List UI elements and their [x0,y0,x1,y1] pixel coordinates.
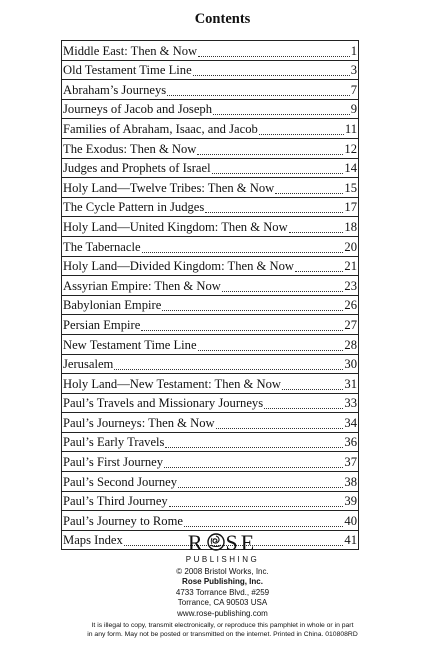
toc-entry-page: 7 [350,82,357,97]
toc-entry [62,41,359,61]
toc-dot-leader [259,133,344,135]
toc-dot-leader [164,466,343,468]
toc-entry-title: The Cycle Pattern in Judges [63,200,205,215]
toc-dot-leader [184,525,343,527]
toc-entry-title: Babylonian Empire [63,298,162,313]
toc-entry [62,198,359,218]
toc-entry-title: The Exodus: Then & Now [63,141,197,156]
toc-entry [62,452,359,472]
toc-entry-page: 20 [344,239,357,254]
toc-dot-leader [275,192,343,194]
toc-dot-leader [167,94,350,96]
toc-entry-page: 9 [350,102,357,117]
toc-entry-page: 18 [344,219,357,234]
toc-dot-leader [213,113,350,115]
toc-entry [62,119,359,139]
toc-entry [62,374,359,394]
toc-entry-title: Journeys of Jacob and Joseph [63,102,212,117]
toc-entry-title: Families of Abraham, Isaac, and Jacob [63,121,258,136]
toc-entry-title: Holy Land—Divided Kingdom: Then & Now [63,259,294,274]
toc-dot-leader [142,251,344,253]
toc-entry-title: Paul’s Travels and Missionary Journeys [63,396,264,411]
toc-dot-leader [197,153,343,155]
rose-publishing-logo [0,532,445,565]
toc-entry-page: 31 [344,376,357,391]
logo-word-right: SE [225,530,258,555]
toc-entry-page: 21 [344,259,357,274]
toc-entry-title: New Testament Time Line [63,337,197,352]
toc-entry-page: 23 [344,278,357,293]
toc-dot-leader [205,211,343,213]
toc-entry [62,61,359,81]
toc-entry-page: 15 [344,180,357,195]
toc-dot-leader [193,74,350,76]
toc-entry [62,335,359,355]
toc-entry [62,413,359,433]
toc-entry [62,296,359,316]
toc-entry [62,257,359,277]
toc-entry-page: 27 [344,317,357,332]
toc-entry [62,355,359,375]
toc-entry-page: 33 [344,396,357,411]
address-line-2: Torrance, CA 90503 USA [177,598,268,608]
toc-entry [62,178,359,198]
toc-entry-page: 17 [344,200,357,215]
toc-dot-leader [162,309,343,311]
toc-dot-leader [198,55,350,57]
toc-entry-title: Old Testament Time Line [63,63,192,78]
toc-entry-title: Judges and Prophets of Israel [63,161,211,176]
toc-entry-title: Paul’s Second Journey [63,474,178,489]
toc-entry-page: 28 [344,337,357,352]
toc-entry [62,80,359,100]
toc-entry [62,159,359,179]
toc-entry [62,492,359,512]
logo-wordmark [0,532,445,554]
toc-entry-page: 14 [344,161,357,176]
toc-entry-page: 36 [344,435,357,450]
toc-entry [62,100,359,120]
toc-dot-leader [212,172,344,174]
toc-entry-page: 1 [350,43,357,58]
website: www.rose-publishing.com [177,608,268,618]
toc-entry-title: Assyrian Empire: Then & Now [63,278,221,293]
toc-entry-page: 40 [344,513,357,528]
toc-dot-leader [141,329,343,331]
toc-dot-leader [264,407,343,409]
legal-line-2: in any form. May not be posted or transmitted on the internet. Printed in China. 010808RD [87,631,358,638]
toc-entry [62,511,359,531]
toc-entry-title: Paul’s Journeys: Then & Now [63,415,215,430]
toc-entry-title: Jerusalem [63,357,114,372]
toc-entry [62,276,359,296]
toc-entry-page: 34 [344,415,357,430]
toc-dot-leader [165,446,343,448]
copyright-line: © 2008 Bristol Works, Inc. [176,567,269,576]
toc-entry [62,315,359,335]
toc-entry-title: Holy Land—United Kingdom: Then & Now [63,219,288,234]
toc-entry [62,139,359,159]
toc-dot-leader [282,388,343,390]
toc-dot-leader [178,486,343,488]
toc-entry-page: 37 [344,455,357,470]
toc-dot-leader [222,290,344,292]
toc-entry-page: 39 [344,494,357,509]
toc-entry-title: Holy Land—Twelve Tribes: Then & Now [63,180,275,195]
toc-entry-title: Paul’s Third Journey [63,494,168,509]
toc-dot-leader [216,427,344,429]
toc-entry-page: 12 [344,141,357,156]
toc-entry-page: 11 [344,121,357,136]
logo-word-left: R [187,530,206,555]
publisher-name: Rose Publishing, Inc. [182,577,263,587]
address-line-1: 4733 Torrance Blvd., #259 [175,587,270,597]
toc-dot-leader [169,505,344,507]
publisher-info [0,567,445,619]
toc-entry-title: Maps Index [63,533,123,548]
toc-entry-page: 3 [350,63,357,78]
toc-entry-title: Paul’s First Journey [63,455,164,470]
toc-entry-title: Paul’s Early Travels [63,435,165,450]
toc-dot-leader [198,349,344,351]
logo-subtitle: PUBLISHING [185,555,260,564]
toc-entry [62,237,359,257]
toc-dot-leader [289,231,344,233]
toc-dot-leader [114,368,343,370]
table-of-contents [61,40,359,550]
toc-entry-page: 38 [344,474,357,489]
rose-icon [207,532,225,552]
toc-entry-page: 41 [344,533,357,548]
toc-entry [62,394,359,414]
toc-entry-title: Holy Land—New Testament: Then & Now [63,376,281,391]
toc-entry [62,433,359,453]
toc-entry [62,472,359,492]
toc-entry-page: 30 [344,357,357,372]
toc-entry-title: The Tabernacle [63,239,141,254]
toc-dot-leader [295,270,343,272]
legal-line-1: It is illegal to copy, transmit electronically, or reproduce this pamphlet in whole or in part [91,622,354,629]
toc-entry [62,217,359,237]
page-title: Contents [194,11,251,27]
toc-entry-title: Paul’s Journey to Rome [63,513,183,528]
toc-entry-title: Persian Empire [63,317,141,332]
toc-entry-page: 26 [344,298,357,313]
legal-notice [0,621,445,639]
toc-entry-title: Middle East: Then & Now [63,43,198,58]
toc-entry-title: Abraham’s Journeys [63,82,167,97]
